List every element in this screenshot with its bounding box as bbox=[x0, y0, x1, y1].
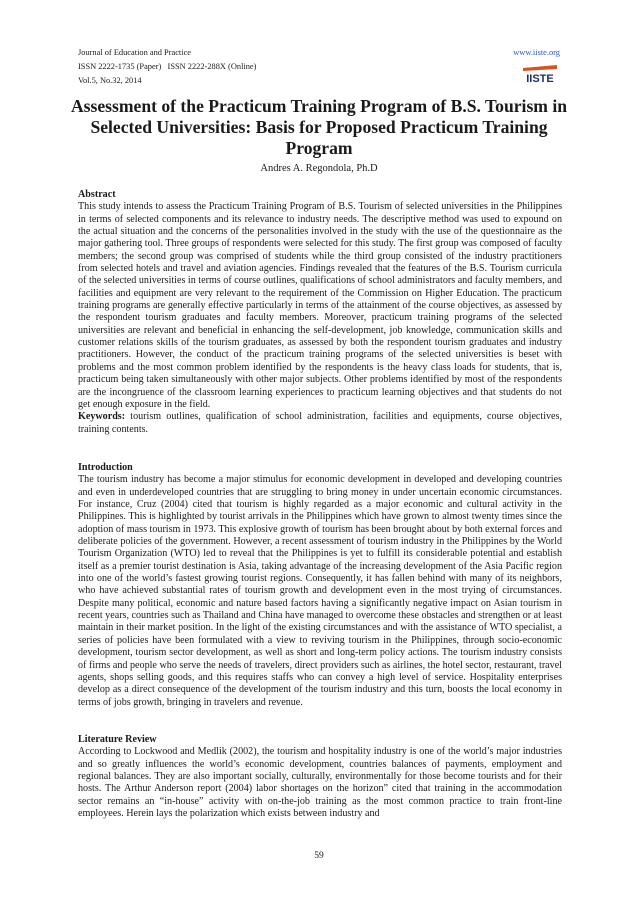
introduction-section bbox=[78, 462, 562, 709]
introduction-text: The tourism industry has become a major stimulus for economic development in developed and developing countries and even in underdeveloped countries that are struggling to bring money in under uncertain economic circumstances. For instance, Cruz (2004) cited that tourism is highly regarded as a major economic and cultural activity in the Philippines. This is highlighted by tourist arrivals in the Philippines which have grown to almost twenty times since the adoption of mass tourism in 1973. This explosive growth of tourism has been brought about by both external forces and deliberate policies of the government. However, a recent assessment of tourism industry in the Philippines by the World Tourism Organization (WTO) led to reveal that the Philippines is yet to fulfill its considerable potential and establish itself as a premier tourist destination is Asia, taking advantage of the increasing development of the Asia Pacific region into one of the world’s fastest growing tourist regions. Consequently, it has fallen behind with many of its neighbors, who have achieved substantial rates of tourism growth and development even in the most trying of circumstances. Despite many political, economic and nature based factors having a significantly negative impact on Asian tourism in recent years, countries such as Thailand and China have managed to overcome these obstacles and strengthen or at least maintain in their market position. In the light of the existing circumstances and with the assistance of WTO specialist, a series of policies have been formulated with a view to reviving tourism in the Philippines, through socio-economic development, tourism sector development, as well as short and long-term policy actions. The tourism industry consists of firms and people who serve the needs of travelers, direct providers such as airlines, the hotel sector, restaurant, travel agents, shops selling goods, and this requires staffs who can convey a high level of service. Hospitality enterprises develop as a direct consequence of the development of the tourism industry and this turn, boosts the local economy in terms of jobs growth, bringing in travelers and revenue. bbox=[78, 474, 562, 708]
journal-name: Journal of Education and Practice bbox=[78, 48, 192, 57]
abstract-text: This study intends to assess the Practicum Training Program of B.S. Tourism of selected universities in the Philippines in terms of selected components and its relevance to industry needs. The descriptive method was used to expound on the actual situation and the concerns of the personalities involved in the study with the use of the questionnaire as the major gathering tool. Three groups of respondents were selected for this study. The first group was composed of faculty members; the second group was comprised of students while the third group consisted of the industry practitioners from selected hotels and travel and aviation agencies. Findings revealed that the features of the B.S. Tourism curricula of the selected universities in terms of course outlines, qualifications of school administrators and faculty members, and facilities and equipment are very relevant to the requirement of the Commission on Higher Education. The practicum training programs are generally effective particularly in terms of the attainment of the course objectives, as assessed by the respondent tourism graduates and faculty members. Moreover, practicum training programs of the selected universities are relevant and beneficial in enhancing the self-development, job knowledge, communication skills and customer relations skills of the tourism graduates, as assessed by both the respondent tourism graduates and industry practitioners. However, the conduct of the practicum training programs of the selected universities is beset with problems and the most common problem identified by the respondents is the heavy class loads for students, that is, practicum being taken simultaneously with other major subjects. Other problems identified by most of the respondents are the incongruence of the classroom learning experiences to practicum learning objectives and that students do not get enough exposure in the field. bbox=[78, 201, 562, 410]
keywords-text: tourism outlines, qualification of school administration, facilities and equipments, course objectives, training contents. bbox=[78, 411, 562, 435]
literature-review-section bbox=[78, 734, 562, 820]
iiste-logo-icon bbox=[520, 63, 560, 85]
journal-header bbox=[78, 46, 256, 88]
paper-title: Assessment of the Practicum Training Program of B.S. Tourism in Selected Universities: Basis for Proposed Practicum Training Program bbox=[70, 96, 568, 158]
page-number: 59 bbox=[314, 851, 324, 861]
abstract-section bbox=[78, 189, 562, 436]
literature-review-heading: Literature Review bbox=[78, 734, 157, 745]
issn-line: ISSN 2222-1735 (Paper) ISSN 2222-288X (Online) bbox=[78, 62, 257, 71]
journal-site bbox=[513, 46, 560, 90]
keywords-label: Keywords: bbox=[78, 411, 126, 423]
journal-url-link[interactable]: www.iiste.org bbox=[513, 48, 560, 57]
introduction-heading: Introduction bbox=[78, 462, 133, 473]
abstract-heading: Abstract bbox=[78, 189, 116, 200]
volume-line: Vol.5, No.32, 2014 bbox=[78, 76, 142, 85]
keywords-line bbox=[78, 411, 562, 436]
author-name: Andres A. Regondola, Ph.D bbox=[260, 163, 378, 174]
literature-review-text: According to Lockwood and Medlik (2002), the tourism and hospitality industry is one of the world’s major industries and so greatly influences the world’s economic development, countries balances of payments, employment and regional balances. They are also important socially, culturally, environmentally for those become tourists and for their hosts. The Arthur Anderson report (2004) labor shortages on the horizon” cited that training in the accommodation sector remains an “in-house” activity with on-the-job training as the most common practice to train front-line employees. Herein lays the polarization which exists between industry and bbox=[78, 746, 562, 820]
logo-text: IISTE bbox=[526, 73, 554, 85]
